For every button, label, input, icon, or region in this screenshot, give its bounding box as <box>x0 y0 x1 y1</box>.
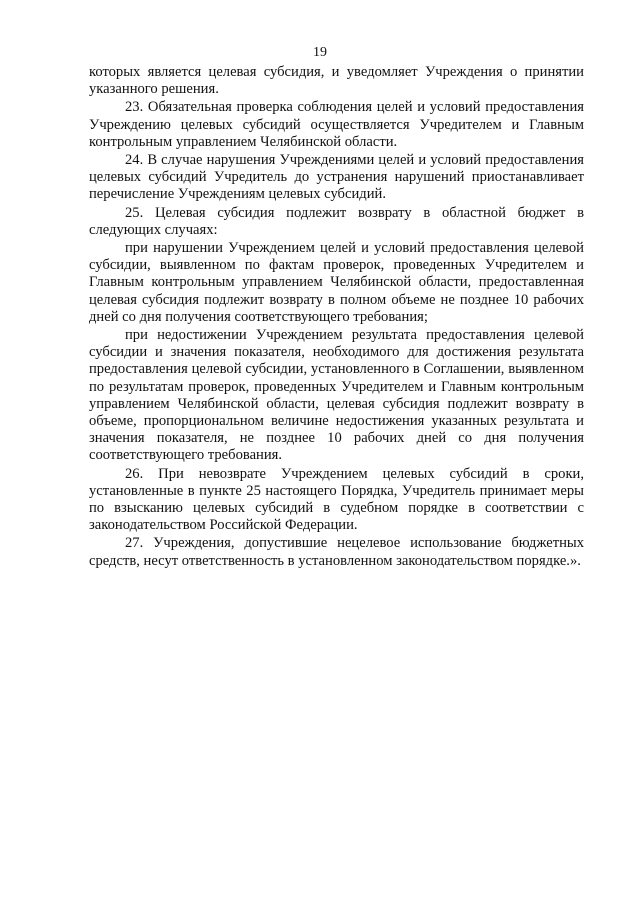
page-number: 19 <box>313 45 327 60</box>
document-body <box>89 64 584 571</box>
paragraph-25-case-underachievement: при недостижении Учреждением результата предоставления целевой субсидии и значения показателя, необходимого для достижения результата предоставления целевой субсидии, установленного в Соглашении, выявленном по результатам проверок, проведенных Учредителем и Главным контрольным управлением Челябинской области, целевая субсидия подлежит возврату в объеме, пропорциональном величине недостижения указанных результата и значения показателя, не позднее 10 рабочих дней со дня получения соответствующего требования. <box>89 327 584 464</box>
paragraph-continuation: которых является целевая субсидия, и уведомляет Учреждения о принятии указанного решения. <box>89 64 584 98</box>
paragraph-23: 23. Обязательная проверка соблюдения целей и условий предоставления Учреждению целевых субсидий осуществляется Учредителем и Главным контрольным управлением Челябинской области. <box>89 99 584 150</box>
paragraph-25-case-violation: при нарушении Учреждением целей и условий предоставления целевой субсидии, выявленном по фактам проверок, проведенных Учредителем и Главным контрольным управлением Челябинской области, предоставленная целевая субсидия подлежит возврату в полном объеме не позднее 10 рабочих дней со дня получения соответствующего требования; <box>89 240 584 325</box>
paragraph-25: 25. Целевая субсидия подлежит возврату в областной бюджет в следующих случаях: <box>89 204 584 238</box>
paragraph-27: 27. Учреждения, допустившие нецелевое использование бюджетных средств, несут ответственность в установленном законодательством порядке.». <box>89 535 584 569</box>
paragraph-26: 26. При невозврате Учреждением целевых субсидий в сроки, установленные в пункте 25 настоящего Порядка, Учредитель принимает меры по взысканию целевых субсидий в судебном порядке в соответствии с законодательством Российской Федерации. <box>89 465 584 534</box>
paragraph-24: 24. В случае нарушения Учреждениями целей и условий предоставления целевых субсидий Учредитель до устранения нарушений приостанавливает перечисление Учреждениям целевых субсидий. <box>89 152 584 203</box>
